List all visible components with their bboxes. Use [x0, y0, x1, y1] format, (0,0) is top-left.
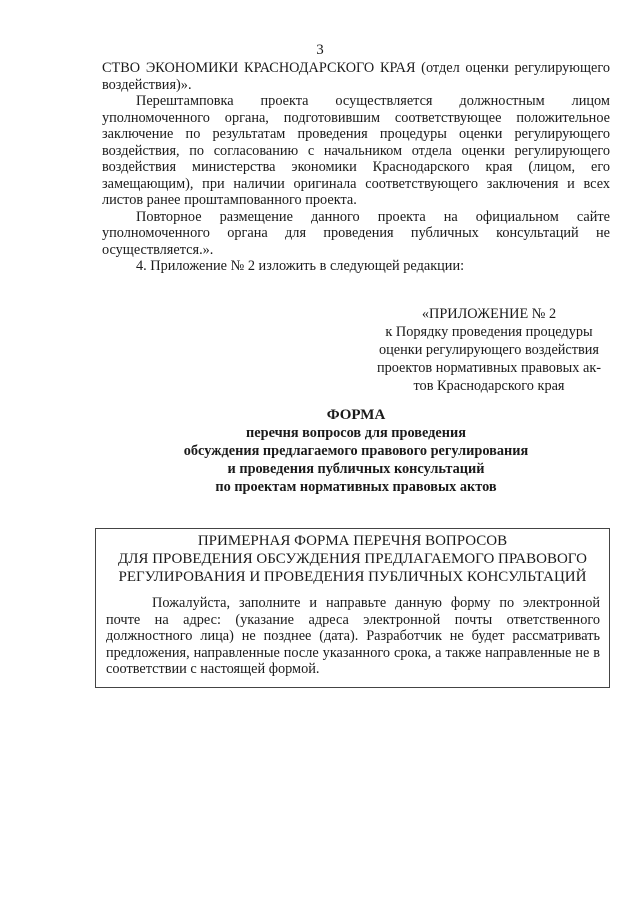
form-heading-line: и проведения публичных консультаций [227, 461, 485, 477]
appendix-title: «ПРИЛОЖЕНИЕ № 2 [421, 306, 557, 322]
form-heading [102, 406, 610, 496]
instruction-paragraph: Пожалуйста, заполните и направьте данную форму по электронной почте на адрес: (указание адреса электронной почты ответственного должностного лица) не позднее (дата). Разработчик не будет рассматривать предложения, направленные после указанного срока, а также направленные не в соответствии с настоящей формой. [106, 595, 600, 677]
repeat-placement-paragraph: Повторное размещение данного проекта на официальном сайте уполномоченного органа для проведения публичных консультаций не осуществляется.». [102, 208, 610, 258]
page-number: 3 [316, 42, 324, 58]
appendix-header [360, 305, 618, 395]
form-box-title [96, 532, 609, 586]
form-heading-line: по проектам нормативных правовых актов [215, 479, 497, 495]
appendix-line: оценки регулирующего воздействия [378, 342, 600, 358]
form-box-title-line: ДЛЯ ПРОВЕДЕНИЯ ОБСУЖДЕНИЯ ПРЕДЛАГАЕМОГО ПРАВОВОГО [118, 551, 587, 567]
body-text [102, 60, 610, 275]
item-4-paragraph: 4. Приложение № 2 изложить в следующей редакции: [136, 258, 465, 274]
form-heading-line: перечня вопросов для проведения [246, 425, 466, 441]
form-title: ФОРМА [326, 407, 386, 423]
restamping-paragraph: Перештамповка проекта осуществляется должностным лицом уполномоченного органа, подготовившим соответствующее положительное заключение по результатам проведения процедуры оценки регулирующего воздействия, по согласованию с начальником отдела оценки регулирующего воздействия министерства экономики Краснодарского края (лицом, его замещающим), при наличии оригинала соответствующего заключения и всех листов ранее проштампованного проекта. [102, 93, 610, 208]
appendix-line: проектов нормативных правовых ак- [376, 360, 602, 376]
appendix-line: к Порядку проведения процедуры [385, 324, 593, 340]
form-box-instruction [106, 595, 600, 678]
form-box-title-line: ПРИМЕРНАЯ ФОРМА ПЕРЕЧНЯ ВОПРОСОВ [197, 533, 508, 549]
form-heading-line: обсуждения предлагаемого правового регулирования [183, 443, 529, 459]
appendix-line: тов Краснодарского края [413, 378, 565, 394]
continuation-paragraph: СТВО ЭКОНОМИКИ КРАСНОДАРСКОГО КРАЯ (отдел оценки регулирующего воздействия)». [102, 60, 610, 93]
form-box-title-line: РЕГУЛИРОВАНИЯ И ПРОВЕДЕНИЯ ПУБЛИЧНЫХ КОНСУЛЬТАЦИЙ [118, 569, 587, 585]
form-box [95, 528, 610, 688]
